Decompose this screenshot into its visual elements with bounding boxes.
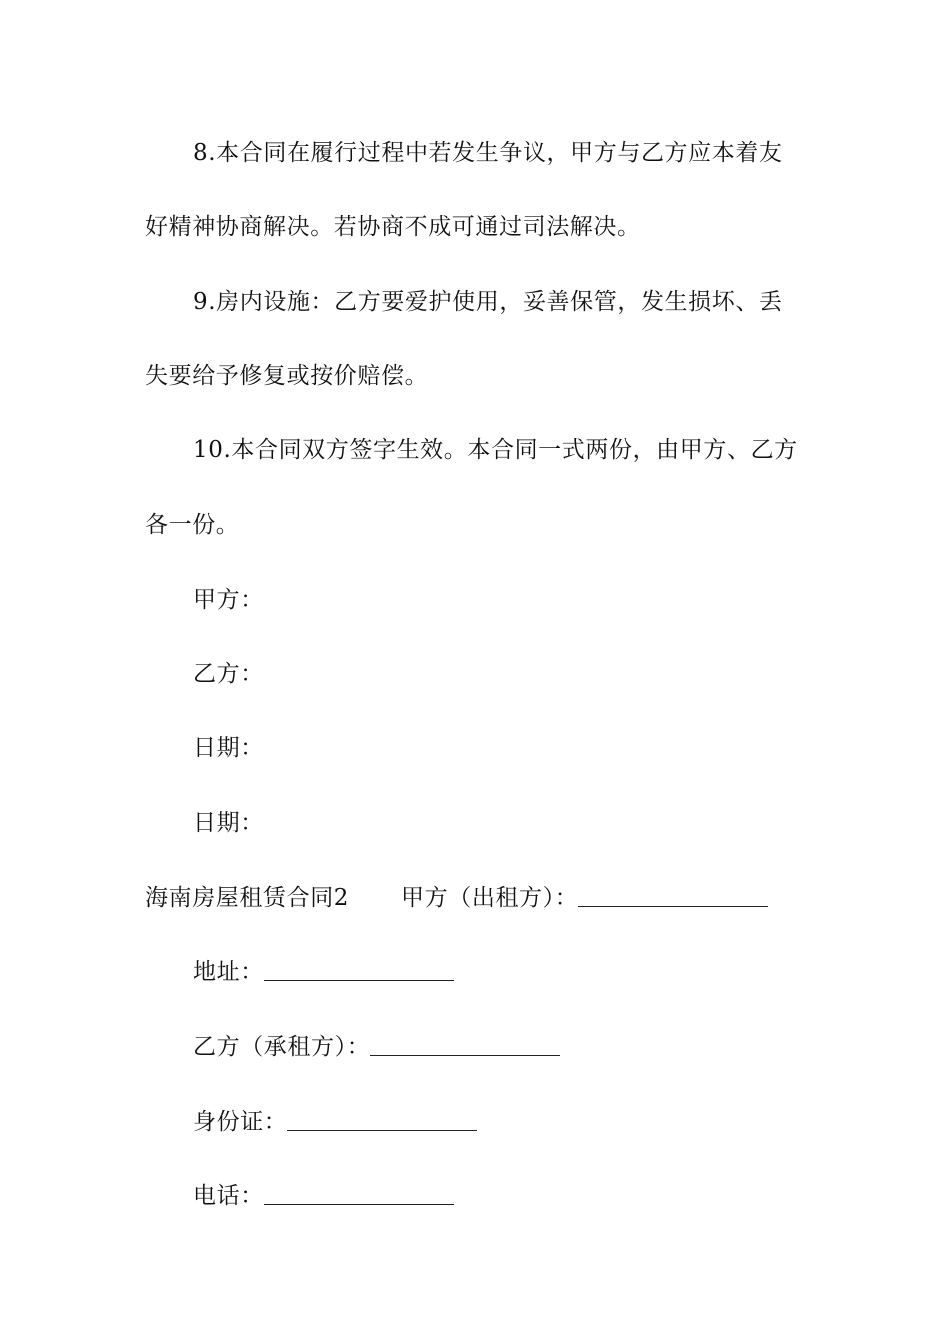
address-blank-line: [264, 958, 454, 981]
clause-8-line-1: 8.本合同在履行过程中若发生争议，甲方与乙方应本着友: [193, 140, 783, 166]
party-a-signature-label: 甲方：: [193, 587, 264, 613]
id-card-line: [193, 1107, 873, 1137]
lessee-line: [193, 1032, 873, 1062]
lessee-label: 乙方（承租方）：: [193, 1034, 371, 1060]
phone-blank-line: [264, 1182, 454, 1205]
lessor-label: 甲方（出租方）：: [401, 885, 579, 911]
party-b-signature-label: 乙方：: [193, 661, 264, 687]
date-label-2: 日期：: [193, 810, 264, 836]
clause-10-line-2: 各一份。: [145, 512, 240, 538]
address-label: 地址：: [193, 959, 264, 985]
clause-9-line-1: 9.房内设施：乙方要爱护使用，妥善保管，发生损坏、丢: [193, 289, 783, 315]
phone-label: 电话：: [193, 1183, 264, 1209]
contract-2-header-line: [145, 883, 825, 913]
id-card-label: 身份证：: [193, 1109, 288, 1135]
contract-2-title: 海南房屋租赁合同2: [145, 885, 350, 911]
lessor-blank-line: [578, 884, 768, 907]
clause-8-line-2: 好精神协商解决。若协商不成可通过司法解决。: [145, 214, 641, 240]
id-card-blank-line: [287, 1108, 477, 1131]
lessee-blank-line: [370, 1033, 560, 1056]
phone-line: [193, 1181, 873, 1211]
clause-10-line-1: 10.本合同双方签字生效。本合同一式两份，由甲方、乙方: [193, 437, 798, 463]
address-line: [193, 957, 873, 987]
date-label-1: 日期：: [193, 735, 264, 761]
clause-9-line-2: 失要给予修复或按价赔偿。: [145, 363, 429, 389]
